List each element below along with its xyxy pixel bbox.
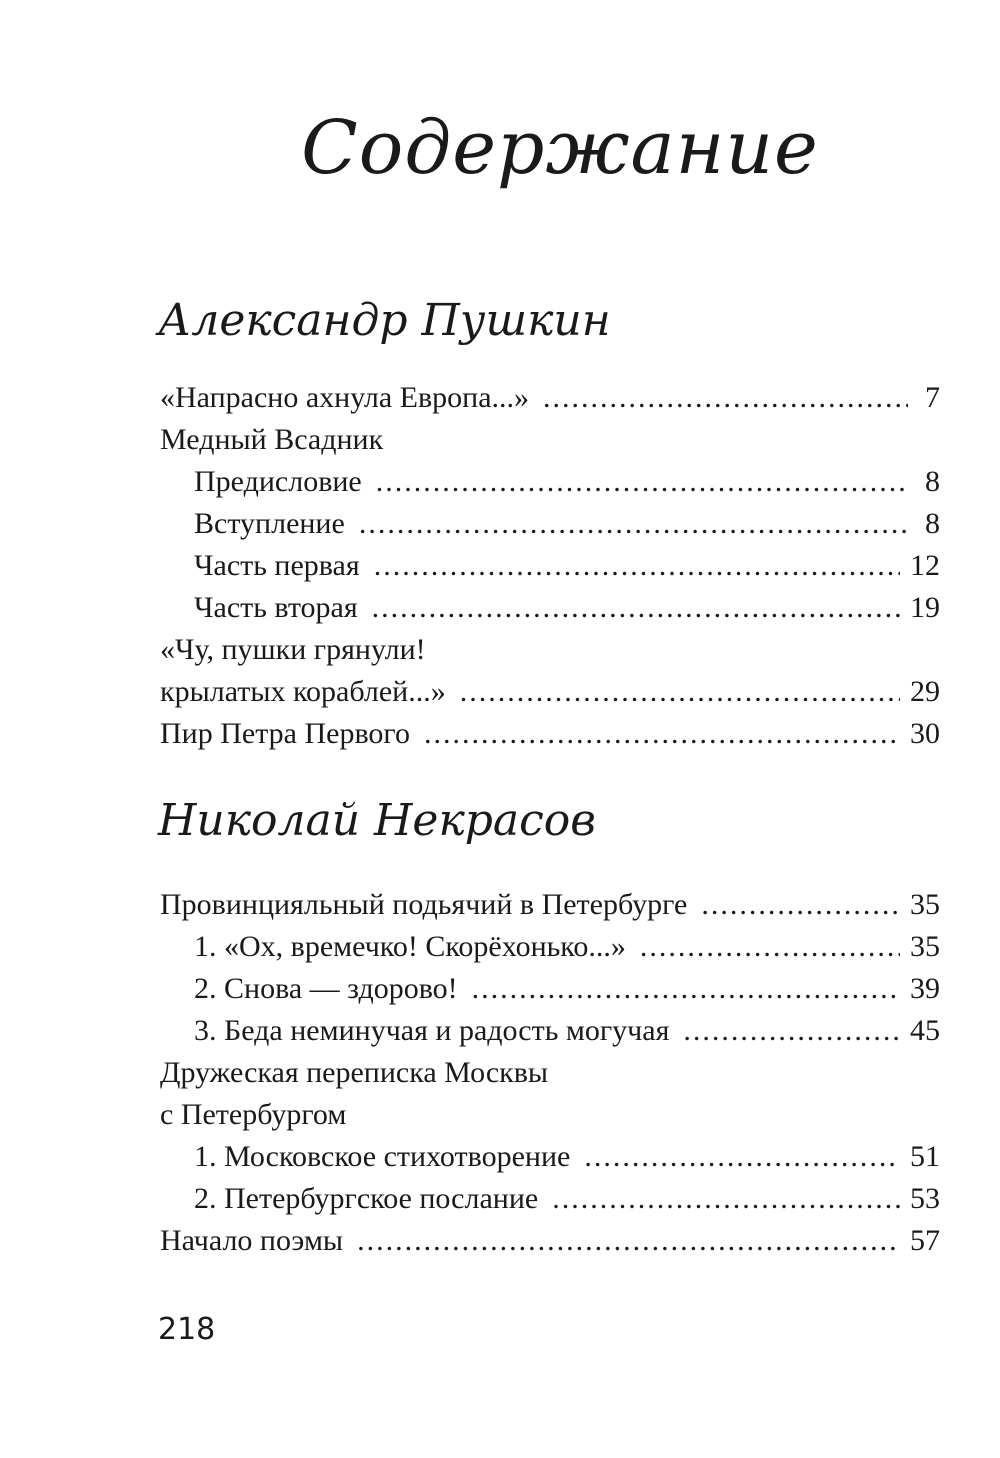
dot-leader [584,1136,900,1178]
dot-leader [376,461,908,503]
toc-entry-title: «Напрасно ахнула Европа...» [160,381,530,414]
toc-entry[interactable] [160,1178,940,1220]
toc-entry-page: 7 [925,381,940,414]
toc-entry-page: 53 [910,1182,940,1215]
dot-leader [701,884,900,926]
toc-entry-page: 19 [910,591,940,624]
toc-entry-title: 2. Петербургское послание [194,1182,539,1215]
toc-entry-page: 29 [910,675,940,708]
toc-entry[interactable] [160,503,940,545]
toc-entry-title: 1. Московское стихотворение [194,1140,571,1173]
toc-entry-title: Медный Всадник [160,423,384,456]
page-number: 218 [158,1312,216,1347]
toc-entry-title: 1. «Ох, времечко! Скорёхонько...» [194,930,626,963]
toc-entry[interactable] [160,713,940,755]
dot-leader [460,671,900,713]
toc-entry-page: 35 [910,930,940,963]
toc-entry[interactable] [160,1220,940,1262]
dot-leader [372,587,900,629]
toc-entry[interactable] [160,545,940,587]
toc-entry[interactable] [160,377,940,419]
dot-leader [683,1010,900,1052]
toc-entry-title: крылатых кораблей...» [160,675,446,708]
dot-leader [552,1178,900,1220]
toc-entry-title: Часть вторая [194,591,358,624]
toc-entry-page: 45 [910,1014,940,1047]
toc-entry-title: Вступление [194,507,345,540]
toc-entry-page: 57 [910,1224,940,1257]
dot-leader [472,968,900,1010]
dot-leader [357,1220,900,1262]
dot-leader [640,926,900,968]
toc-entry-title: Дружеская переписка Москвы [160,1056,549,1089]
dot-leader [424,713,900,755]
dot-leader [543,377,908,419]
toc-entry-page: 30 [910,717,940,750]
toc-entry[interactable] [160,968,940,1010]
toc-entry-page: 51 [910,1140,940,1173]
toc-entry-title: Начало поэмы [160,1224,344,1257]
toc-entry[interactable] [160,1010,940,1052]
toc-entry-title: Часть первая [194,549,360,582]
dot-leader [359,503,908,545]
toc-entry[interactable] [160,671,940,713]
toc-list [160,884,940,1262]
toc-entry[interactable] [160,926,940,968]
toc-list [160,377,940,755]
toc-entry-page: 39 [910,972,940,1005]
toc-entry-page: 12 [910,549,940,582]
toc-entry[interactable] [160,1094,940,1136]
toc-entry[interactable] [160,884,940,926]
toc-entry[interactable] [160,587,940,629]
toc-entry-title: Предисловие [194,465,362,498]
toc-entry[interactable] [160,461,940,503]
toc-entry[interactable] [160,419,940,461]
toc-entry-title: Пир Петра Первого [160,717,410,750]
toc-entry[interactable] [160,629,940,671]
toc-entry-title: 3. Беда неминучая и радость могучая [194,1014,670,1047]
toc-entry-page: 8 [925,465,940,498]
toc-entry[interactable] [160,1052,940,1094]
toc-entry-title: Провинцияльный подьячий в Петербурге [160,888,688,921]
toc-entry-title: с Петербургом [160,1098,347,1131]
toc-entry-page: 35 [910,888,940,921]
toc-entry-title: 2. Снова — здорово! [194,972,458,1005]
author-heading: Александр Пушкин [158,295,611,346]
page-title: Содержание [301,105,819,191]
dot-leader [374,545,900,587]
author-heading: Николай Некрасов [158,795,596,846]
toc-entry[interactable] [160,1136,940,1178]
toc-entry-title: «Чу, пушки грянули! [160,633,426,666]
toc-entry-page: 8 [925,507,940,540]
